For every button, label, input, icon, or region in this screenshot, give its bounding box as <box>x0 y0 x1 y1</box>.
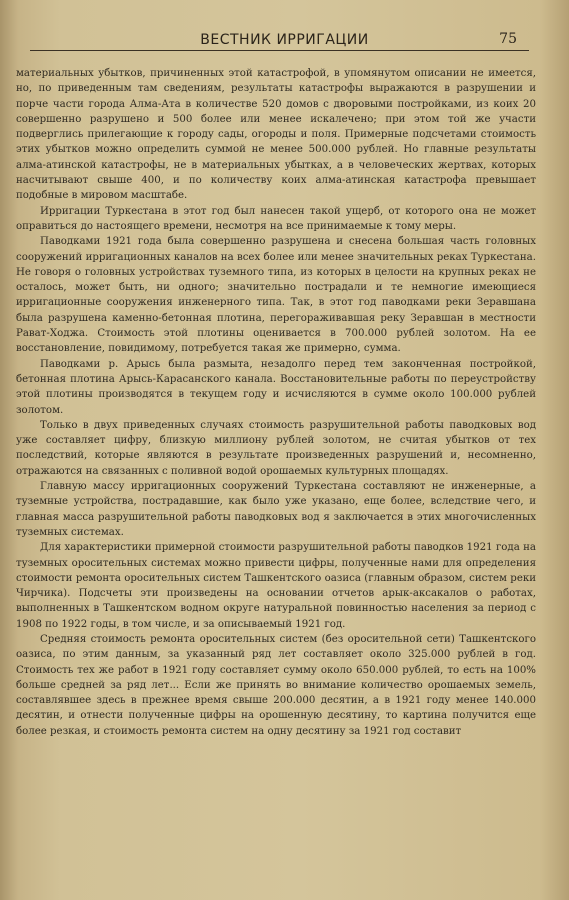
paragraph: Только в двух приведенных случаях стоимость разрушительной работы паводковых вод уже составляет цифру, близкую миллиону рублей золотом, не считая убытков от тех последствий, которые являются в результате произведенных разрушений и, несомненно, отражаются на связанных с поливной водой орошаемых культурных площадях. <box>16 419 536 477</box>
paragraph: Паводками р. Арысь была размыта, незадолго перед тем законченная постройкой, бетонная плотина Арысь-Карасанского канала. Восстановительные работы по переустройству этой плотины производятся в текущем году и исчисляются в сумме около 100.000 рублей золотом. <box>16 358 536 416</box>
paragraph: Для характеристики примерной стоимости разрушительной работы паводков 1921 года на туземных оросительных системах можно привести цифры, полученные нами для определения стоимости ремонта оросительных систем Ташкентского оазиса (главным образом, систем реки Чирчика). Подсчеты эти произведены на основании отчетов арык-аксакалов о работах, выполненных в Ташкентском водном округе натуральной повинностью населения за период с 1908 по 1922 годы, в том числе, и за описываемый 1921 год. <box>16 542 536 630</box>
paragraph: Средняя стоимость ремонта оросительных систем (без оросительной сети) Ташкентского оазиса, по этим данным, за указанный ряд лет составляет около 325.000 рублей в год. Стоимость тех же работ в 1921 году составляет сумму около 650.000 рублей, то есть на 100% больше средней за ряд лет... Если же принять во внимание количество орошаемых земель, составлявшее здесь в прежнее время свыше 200.000 десятин, а в 1921 году менее 140.000 десятин, и отнести полученные цифры на орошенную десятину, то картина получится еще более резкая, и стоимость ремонта систем на одну десятину за 1921 год составит <box>16 633 536 737</box>
article-body <box>16 66 536 739</box>
paragraph: Паводками 1921 года была совершенно разрушена и снесена большая часть головных сооружений ирригационных каналов на всех более или менее значительных реках Туркестана. Не говоря о головных устройствах туземного типа, из которых в целости на крупных реках не осталось, может быть, ни одного; значительно пострадали и те немногие имеющиеся ирригационные сооружения инженерного типа. Так, в этот год паводками реки Зеравшана была разрушена каменно-бетонная плотина, перегораживавшая реку Зеравшан в местности Рават-Ходжа. Стоимость этой плотины оценивается в 700.000 рублей золотом. На ее восстановление, повидимому, потребуется такая же примерно, сумма. <box>16 236 536 355</box>
paragraph: материальных убытков, причиненных этой катастрофой, в упомянутом описании не имеется, но, по приведенным там сведениям, результаты катастрофы выражаются в разрушении и порче части города Алма-Ата в количестве 520 домов с дворовыми постройками, из коих 20 совершенно разрушено и 500 более или менее искалечено; при этом той же участи подверглись прилегающие к городу сады, огороды и поля. Примерные подсчетами стоимость этих убытков можно определить суммой не менее 500.000 рублей. Но главные результаты алма-атинской катастрофы, не в материальных убытках, а в человеческих жертвах, которых насчитывают свыше 400, и по количеству коих алма-атинская катастрофа превышает подобные в мировом масштабе. <box>16 68 536 202</box>
header-rule <box>30 50 529 51</box>
journal-title: ВЕСТНИК ИРРИГАЦИИ <box>200 32 369 48</box>
running-header <box>0 28 569 56</box>
paragraph: Ирригации Туркестана в этот год был нанесен такой ущерб, от которого она не может оправиться до настоящего времени, несмотря на все принимаемые к тому меры. <box>16 205 536 232</box>
page-number: 75 <box>499 31 517 47</box>
paragraph: Главную массу ирригационных сооружений Туркестана составляют не инженерные, а туземные устройства, пострадавшие, как было уже указано, еще более, вследствие чего, и главная масса разрушительной работы паводковых вод я заключается в этих многочисленных туземных системах. <box>16 481 536 538</box>
